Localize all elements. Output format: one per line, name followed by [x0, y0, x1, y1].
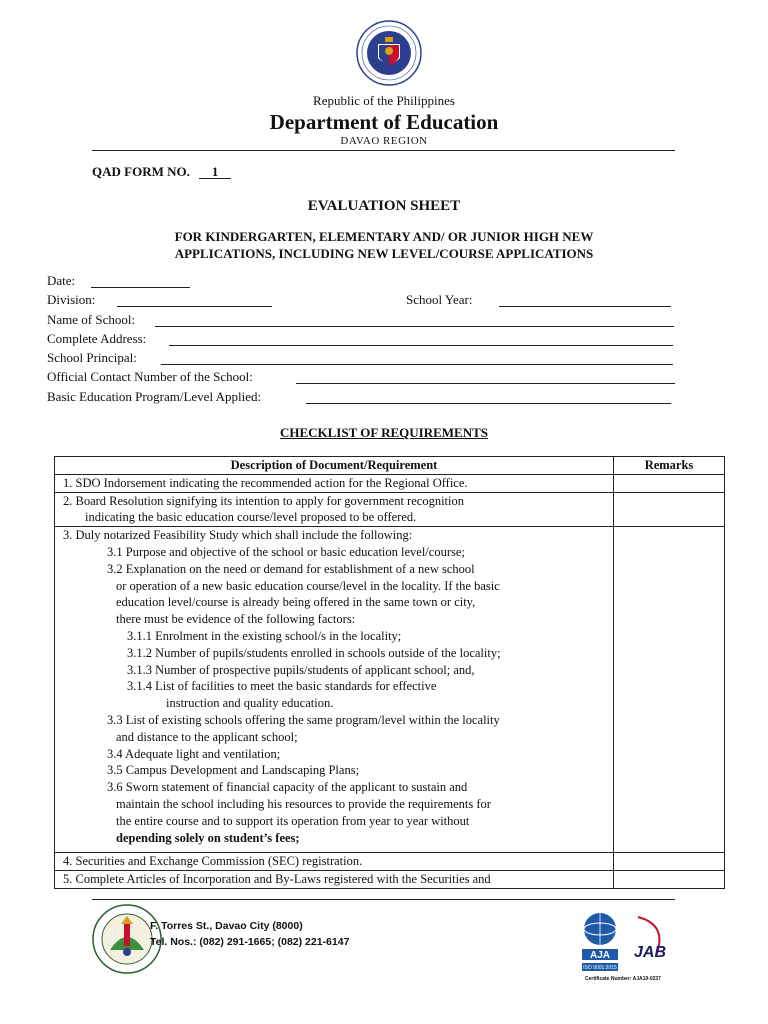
- requirement-4: 4. Securities and Exchange Commission (SEC) registration.: [55, 853, 614, 871]
- sub-item-3-1-4: 3.1.4 List of facilities to meet the basic standards for effective: [127, 679, 437, 694]
- deped-seal-logo: [356, 20, 422, 86]
- sub-item-3-5: 3.5 Campus Development and Landscaping Plans;: [107, 763, 360, 778]
- sub-item-3-1: 3.1 Purpose and objective of the school or basic education level/course;: [107, 544, 465, 559]
- footer-address: F. Torres St., Davao City (8000): [150, 920, 303, 932]
- requirement-1: 1. SDO Indorsement indicating the recommended action for the Regional Office.: [55, 474, 614, 492]
- school-principal-label: School Principal:: [47, 350, 137, 365]
- school-principal-field[interactable]: [161, 364, 673, 365]
- sub-item-3-1-2: 3.1.2 Number of pupils/students enrolled in schools outside of the locality;: [127, 645, 501, 660]
- sub-item-3-2-cont: education level/course is already being offered in the same town or city,: [116, 595, 476, 610]
- region-heading: DAVAO REGION: [340, 135, 428, 147]
- iso-label: ISO 9001:2015: [583, 965, 617, 971]
- sub-item-3-1-1: 3.1.1 Enrolment in the existing school/s in the locality;: [127, 628, 402, 643]
- aja-logo-text: AJA: [589, 950, 611, 961]
- department-heading: Department of Education: [269, 110, 499, 134]
- sub-item-3-6-emphasis: depending solely on student’s fees;: [116, 830, 300, 845]
- sub-item-3-2-cont: or operation of a new basic education course/level in the locality. If the basic: [116, 578, 500, 593]
- remarks-cell-1[interactable]: [614, 474, 725, 492]
- sub-item-3-6-cont: maintain the school including his resources to provide the requirements for: [116, 796, 491, 811]
- republic-heading: Republic of the Philippines: [313, 93, 455, 108]
- sub-item-3-2: 3.2 Explanation on the need or demand for establishment of a new school: [107, 561, 475, 576]
- qad-form-value: 1: [199, 165, 231, 179]
- table-row: [55, 853, 725, 871]
- requirement-2-line-1: 2. Board Resolution signifying its intention to apply for government recognition: [63, 493, 464, 508]
- footer-divider: [92, 899, 675, 900]
- sub-item-3-6-cont: the entire course and to support its operation from year to year without: [116, 813, 470, 828]
- sub-item-3-3: 3.3 List of existing schools offering the same program/level within the locality: [107, 712, 500, 727]
- table-header-row: [55, 457, 725, 475]
- requirement-3-line: 3. Duly notarized Feasibility Study which shall include the following:: [63, 528, 413, 543]
- division-label: Division:: [47, 292, 96, 307]
- complete-address-field[interactable]: [169, 345, 673, 346]
- requirements-table: [54, 456, 725, 889]
- sub-item-3-6: 3.6 Sworn statement of financial capacity of the applicant to sustain and: [107, 780, 468, 795]
- subtitle-line-1: FOR KINDERGARTEN, ELEMENTARY AND/ OR JUNIOR HIGH NEW: [174, 229, 594, 244]
- sub-item-3-3-cont: and distance to the applicant school;: [116, 729, 298, 744]
- checklist-heading: CHECKLIST OF REQUIREMENTS: [279, 425, 489, 440]
- division-field[interactable]: [117, 306, 272, 307]
- footer-phone: Tel. Nos.: (082) 291-1665; (082) 221-6147: [150, 936, 350, 948]
- contact-number-field[interactable]: [296, 383, 675, 384]
- qad-form-number: [92, 164, 231, 180]
- remarks-cell-2[interactable]: [614, 492, 725, 527]
- school-year-field[interactable]: [499, 306, 671, 307]
- program-level-label: Basic Education Program/Level Applied:: [47, 389, 262, 404]
- subtitle-line-2: APPLICATIONS, INCLUDING NEW LEVEL/COURSE APPLICATIONS: [174, 246, 594, 261]
- qad-form-label: QAD FORM NO.: [92, 164, 190, 179]
- certificate-number: Certificate Number: AJA19-0237: [585, 976, 661, 982]
- requirement-2-line-2: indicating the basic education course/level proposed to be offered.: [85, 510, 417, 525]
- table-row: [55, 492, 725, 527]
- requirement-3: [55, 527, 614, 853]
- program-level-field[interactable]: [306, 403, 671, 404]
- requirement-2: [55, 492, 614, 527]
- sub-item-3-2-cont: there must be evidence of the following factors:: [116, 612, 356, 627]
- certification-logos: [578, 905, 673, 983]
- name-of-school-field[interactable]: [155, 326, 674, 327]
- name-of-school-label: Name of School:: [47, 312, 136, 327]
- document-title: EVALUATION SHEET: [307, 198, 461, 214]
- school-year-label: School Year:: [406, 292, 473, 307]
- remarks-cell-4[interactable]: [614, 853, 725, 871]
- document-subtitle: [0, 228, 768, 262]
- jab-logo-text: JAB: [633, 944, 667, 961]
- remarks-cell-5[interactable]: [614, 871, 725, 889]
- remarks-column-header: Remarks: [614, 457, 725, 475]
- table-row: [55, 871, 725, 889]
- sub-item-3-4: 3.4 Adequate light and ventilation;: [107, 746, 281, 761]
- contact-number-label: Official Contact Number of the School:: [47, 369, 253, 384]
- table-row: [55, 474, 725, 492]
- date-field[interactable]: [91, 287, 190, 288]
- sub-item-3-1-3: 3.1.3 Number of prospective pupils/students of applicant school; and,: [127, 662, 475, 677]
- complete-address-label: Complete Address:: [47, 331, 147, 346]
- header-divider: [92, 150, 675, 151]
- sub-item-3-1-4-cont: instruction and quality education.: [166, 696, 334, 711]
- remarks-cell-3[interactable]: [614, 527, 725, 853]
- description-column-header: Description of Document/Requirement: [55, 457, 614, 475]
- table-row: [55, 527, 725, 853]
- date-label: Date:: [47, 273, 76, 288]
- requirement-5: 5. Complete Articles of Incorporation and By-Laws registered with the Securities and: [55, 871, 614, 889]
